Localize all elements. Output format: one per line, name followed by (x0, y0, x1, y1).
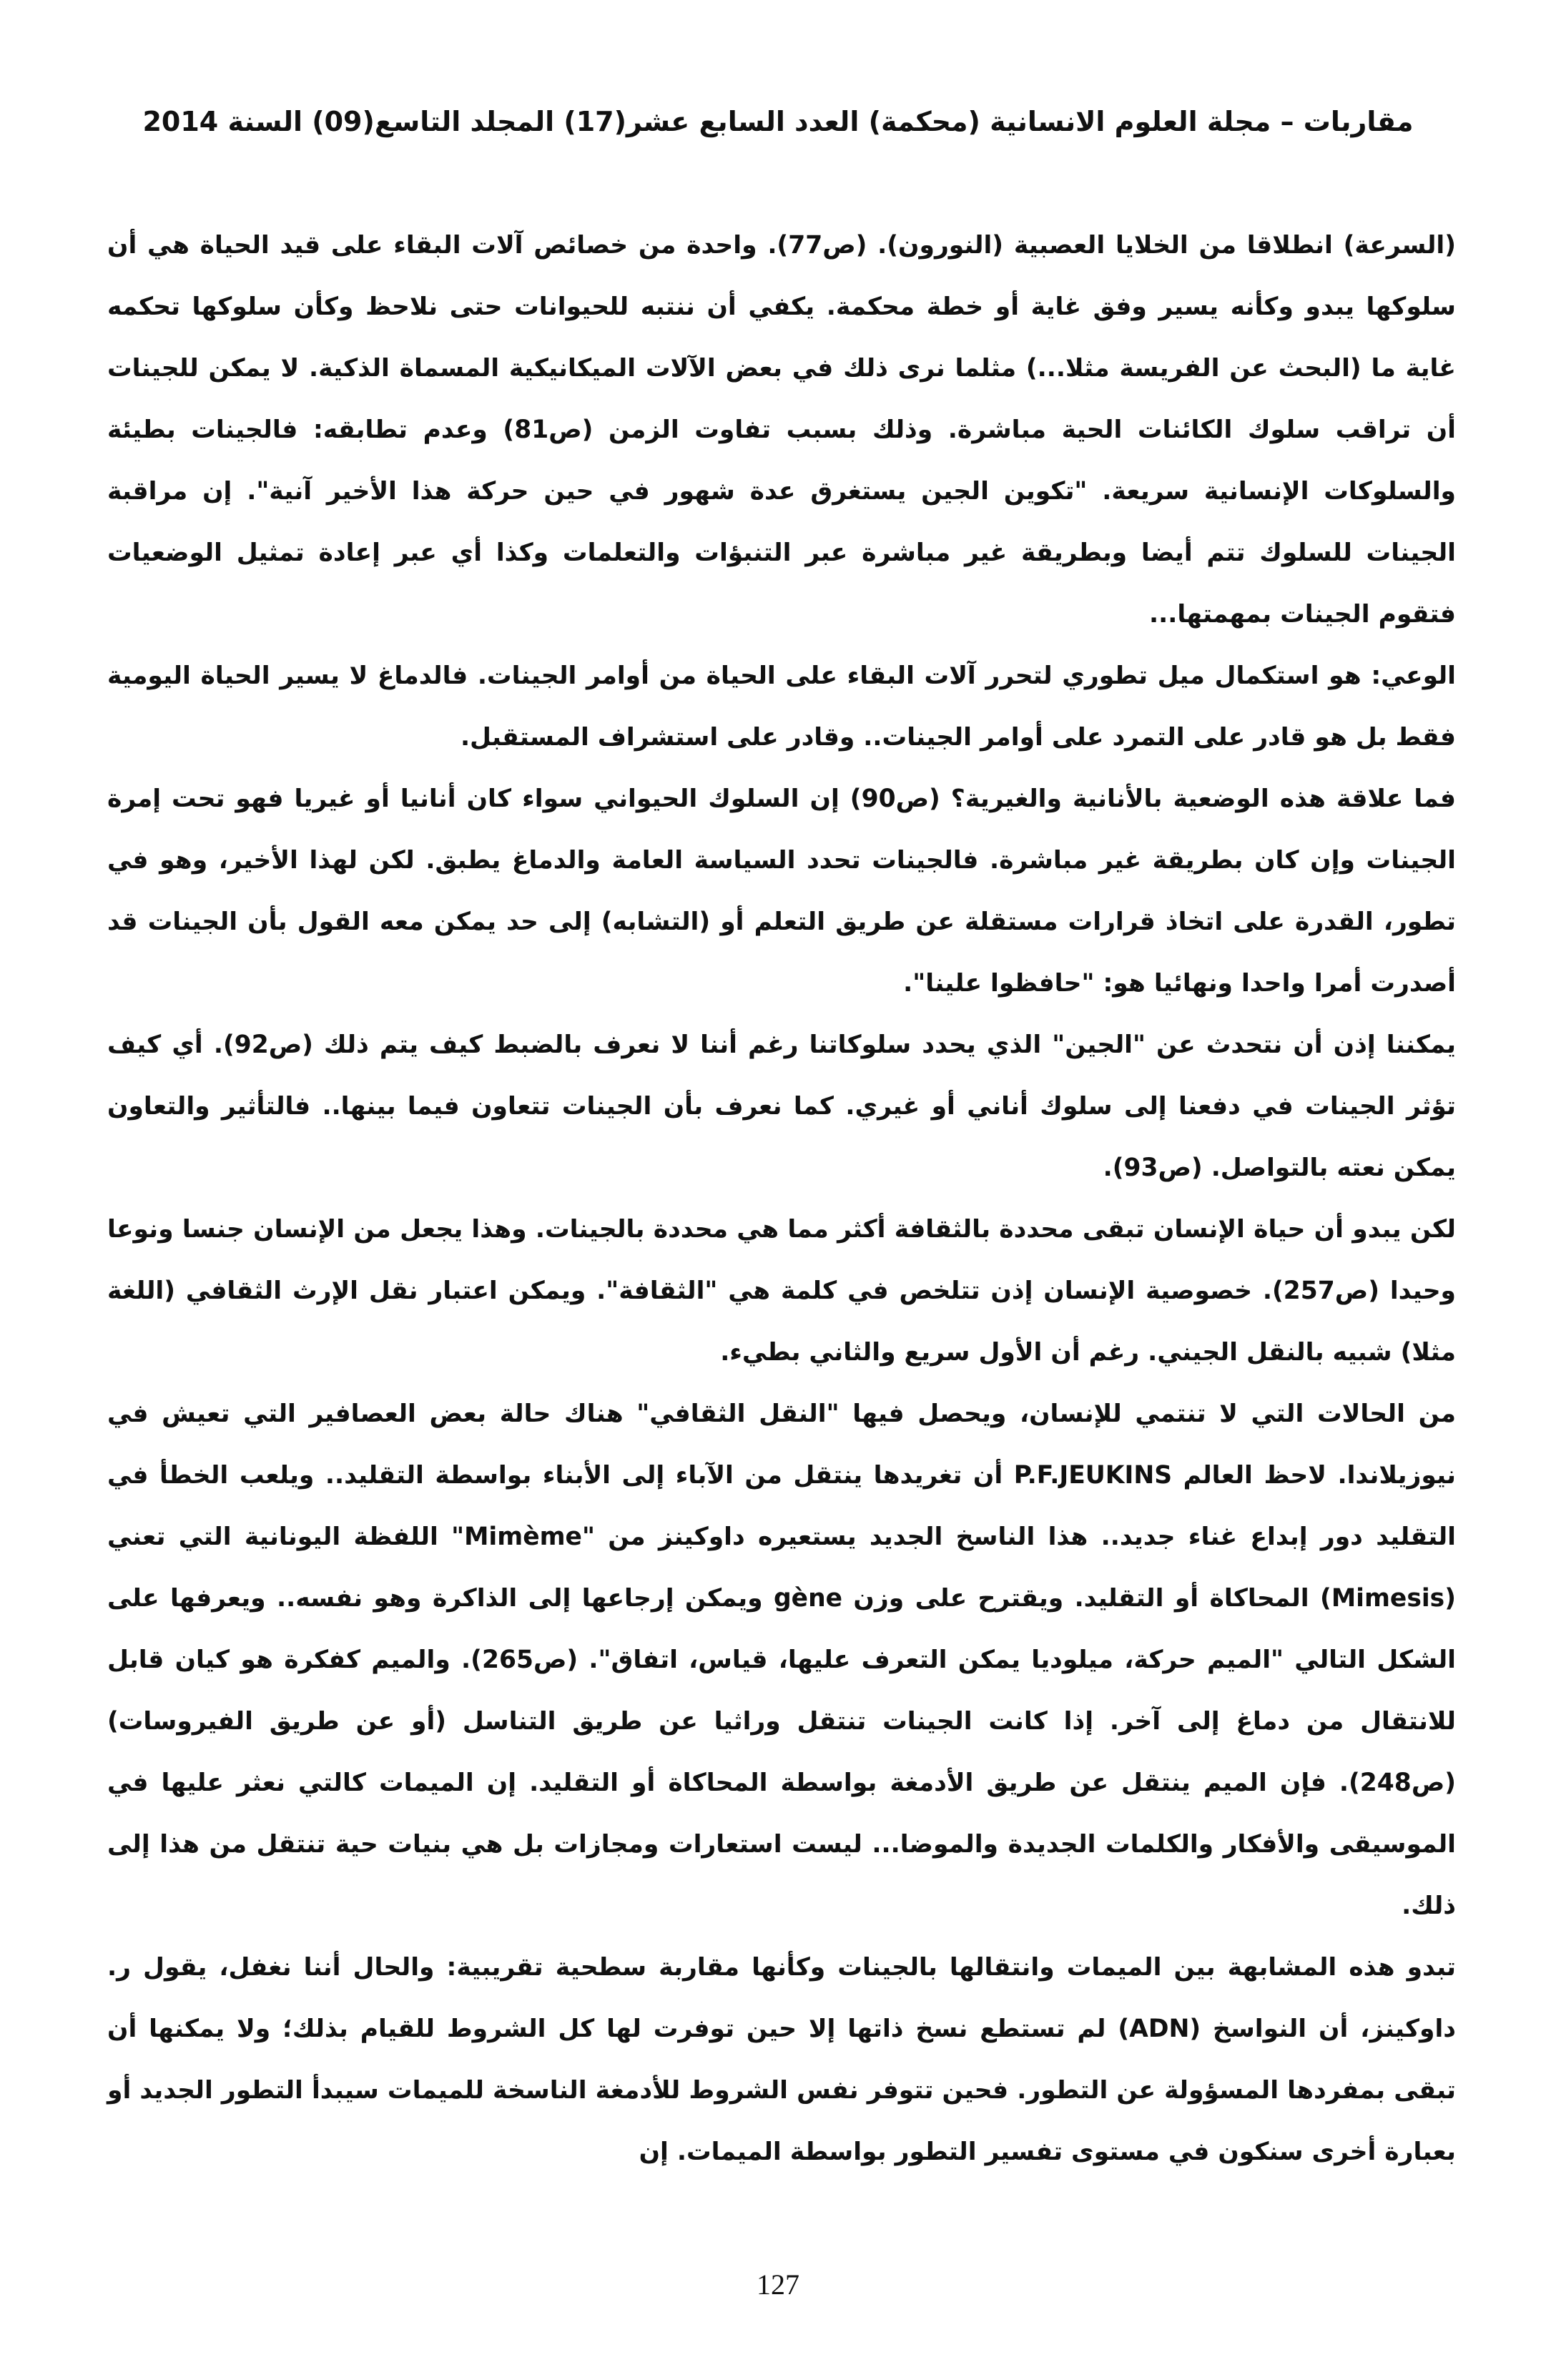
running-header: مقاربات – مجلة العلوم الانسانية (محكمة) العدد السابع عشر(17) المجلد التاسع(09) السنة 2014 (142, 106, 1414, 137)
paragraph: تبدو هذه المشابهة بين الميمات وانتقالها بالجينات وكأنها مقاربة سطحية تقريبية: والحال أننا نغفل، يقول ر. داوكينز، أن النواسخ (ADN) لم تستطع نسخ ذاتها إلا حين توفرت لها كل الشروط للقيام بذلك؛ ولا يمكنها أن تبقى بمفردها المسؤولة عن التطور. فحين تتوفر نفس الشروط للأدمغة الناسخة للميمات سيبدأ التطور الجديد أو بعبارة أخرى سنكون في مستوى تفسير التطور بواسطة الميمات. إن (107, 1953, 1456, 2166)
paragraph: فما علاقة هذه الوضعية بالأنانية والغيرية؟ (ص90) إن السلوك الحيواني سواء كان أنانيا أو غيريا فهو تحت إمرة الجينات وإن كان بطريقة غير مباشرة. فالجينات تحدد السياسة العامة والدماغ يطبق. لكن لهذا الأخير، وهو في تطور، القدرة على اتخاذ قرارات مستقلة عن طريق التعلم أو (التشابه) إلى حد يمكن معه القول بأن الجينات قد أصدرت أمرا واحدا ونهائيا هو: "حافظوا علينا". (107, 785, 1456, 998)
article-body (107, 215, 1456, 2183)
page-number: 127 (757, 2268, 799, 2301)
paragraph: الوعي: هو استكمال ميل تطوري لتحرر آلات البقاء على الحياة من أوامر الجينات. فالدماغ لا يسير الحياة اليومية فقط بل هو قادر على التمرد على أوامر الجينات.. وقادر على استشراف المستقبل. (107, 662, 1456, 752)
paragraph: يمكننا إذن أن نتحدث عن "الجين" الذي يحدد سلوكاتنا رغم أننا لا نعرف بالضبط كيف يتم ذلك (ص92). أي كيف تؤثر الجينات في دفعنا إلى سلوك أناني أو غيري. كما نعرف بأن الجينات تتعاون فيما بينها.. فالتأثير والتعاون يمكن نعته بالتواصل. (ص93). (107, 1031, 1456, 1182)
paragraph: (السرعة) انطلاقا من الخلايا العصبية (النورون). (ص77). واحدة من خصائص آلات البقاء على قيد الحياة هي أن سلوكها يبدو وكأنه يسير وفق غاية أو خطة محكمة. يكفي أن ننتبه للحيوانات حتى نلاحظ وكأن سلوكها تحكمه غاية ما (البحث عن الفريسة مثلا...) مثلما نرى ذلك في بعض الآلات الميكانيكية المسماة الذكية. لا يمكن للجينات أن تراقب سلوك الكائنات الحية مباشرة. وذلك بسبب تفاوت الزمن (ص81) وعدم تطابقه: فالجينات بطيئة والسلوكات الإنسانية سريعة. "تكوين الجين يستغرق عدة شهور في حين حركة هذا الأخير آنية". إن مراقبة الجينات للسلوك تتم أيضا وبطريقة غير مباشرة عبر التنبؤات والتعلمات وكذا أي عبر إعادة تمثيل الوضعيات فتقوم الجينات بمهمتها... (107, 231, 1456, 629)
paragraph: لكن يبدو أن حياة الإنسان تبقى محددة بالثقافة أكثر مما هي محددة بالجينات. وهذا يجعل من الإنسان جنسا ونوعا وحيدا (ص257). خصوصية الإنسان إذن تتلخص في كلمة هي "الثقافة". ويمكن اعتبار نقل الإرث الثقافي (اللغة مثلا) شبيه بالنقل الجيني. رغم أن الأول سريع والثاني بطيء. (107, 1215, 1456, 1367)
paragraph: من الحالات التي لا تنتمي للإنسان، ويحصل فيها "النقل الثقافي" هناك حالة بعض العصافير التي تعيش في نيوزيلاندا. لاحظ العالم P.F.JEUKINS أن تغريدها ينتقل من الآباء إلى الأبناء بواسطة التقليد.. ويلعب الخطأ في التقليد دور إبداع غناء جديد.. هذا الناسخ الجديد يستعيره داوكينز من "Mimème" اللفظة اليونانية التي تعني (Mimesis) المحاكاة أو التقليد. ويقترح على وزن gène ويمكن إرجاعها إلى الذاكرة وهو نفسه.. ويعرفها على الشكل التالي "الميم حركة، ميلوديا يمكن التعرف عليها، قياس، اتفاق". (ص265). والميم كفكرة هو كيان قابل للانتقال من دماغ إلى آخر. إذا كانت الجينات تنتقل وراثيا عن طريق التناسل (أو عن طريق الفيروسات) (ص248). فإن الميم ينتقل عن طريق الأدمغة بواسطة المحاكاة أو التقليد. إن الميمات كالتي نعثر عليها في الموسيقى والأفكار والكلمات الجديدة والموضا... ليست استعارات ومجازات بل هي بنيات حية تنتقل من هذا إلى ذلك. (107, 1400, 1456, 1920)
